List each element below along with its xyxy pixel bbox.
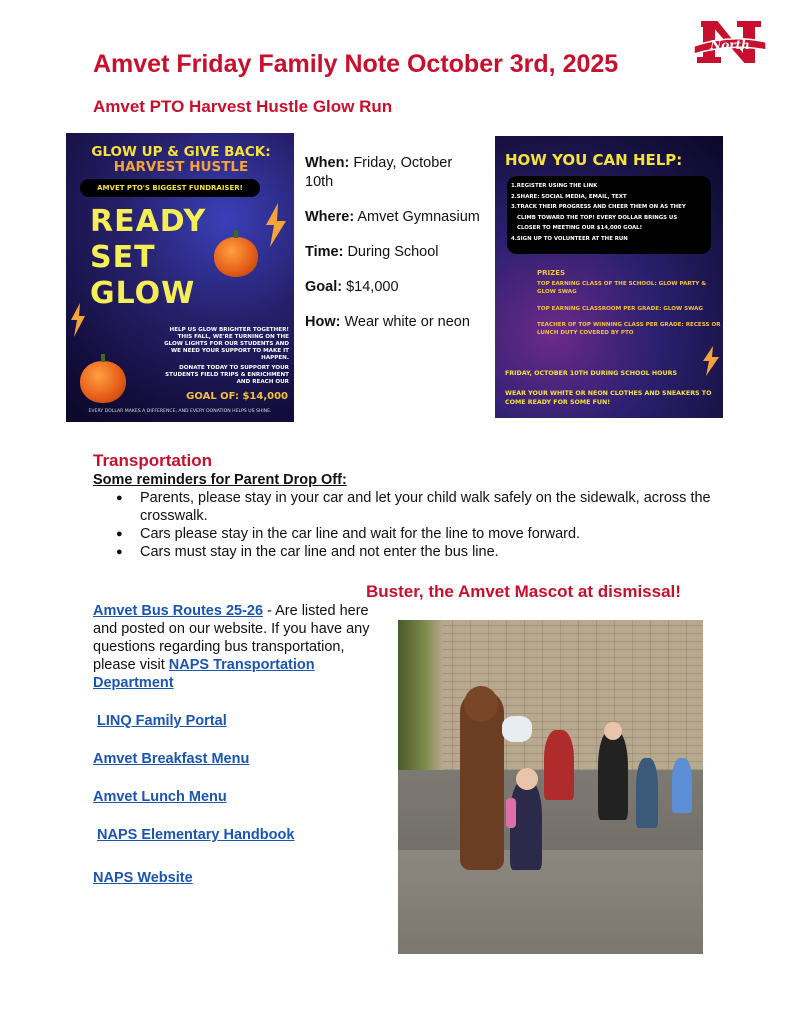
list-item: ● Cars please stay in the car line and wait for the line to move forward. — [116, 525, 716, 543]
list-item: ● Cars must stay in the car line and not enter the bus line. — [116, 543, 716, 561]
flyer-donate-text: DONATE TODAY TO SUPPORT YOUR STUDENTS FIELD TRIPS & ENRICHMENT AND REACH OUR — [165, 365, 289, 385]
detail-how: How: Wear white or neon — [305, 314, 470, 330]
lightning-bolt-icon — [701, 346, 721, 376]
backpack-strap — [506, 798, 516, 828]
detail-time: Time: During School — [305, 244, 439, 260]
flyer2-prize-3: TEACHER OF TOP WINNING CLASS PER GRADE: RECESS OR LUNCH DUTY COVERED BY PTO — [537, 322, 721, 336]
flyer2-wear: WEAR YOUR WHITE OR NEON CLOTHES AND SNEAKERS TO COME READY FOR SOME FUN! — [505, 390, 712, 406]
person-head — [604, 722, 622, 740]
child-head — [516, 768, 538, 790]
flyer2-prize-2: TOP EARNING CLASSROOM PER GRADE: GLOW SWAG — [537, 306, 703, 312]
how-you-can-help-flyer — [495, 136, 723, 418]
lightning-bolt-icon — [264, 203, 288, 247]
mascot-photo — [398, 620, 703, 954]
flyer-big-ready: READY — [90, 204, 207, 239]
flyer-big-glow: GLOW — [90, 276, 196, 311]
person-figure — [636, 758, 658, 828]
section-subtitle: Amvet PTO Harvest Hustle Glow Run — [93, 97, 393, 116]
pumpkin-icon — [214, 237, 258, 277]
flyer2-prizes-title: PRIZES — [537, 269, 566, 277]
flyer-headline-2: HARVEST HUSTLE — [113, 159, 249, 175]
flyer2-date: FRIDAY, OCTOBER 10TH DURING SCHOOL HOURS — [505, 370, 677, 377]
breakfast-menu-link[interactable]: Amvet Breakfast Menu — [93, 751, 250, 767]
pumpkin-icon — [80, 361, 126, 403]
flyer2-steps: 1.REGISTER USING THE LINK 2.SHARE: SOCIAL MEDIA, EMAIL, TEXT 3.TRACK THEIR PROGRESS AND CHEER THEM ON AS THEY CLIMB TOWARD THE TOP! EVERY DOLLAR BRINGS US CLOSER TO MEETING OUR $14,000 GOAL! 4.SIGN UP TO VOLUNTEER AT THE RUN — [511, 183, 686, 242]
flyer-footer: EVERY DOLLAR MAKES A DIFFERENCE, AND EVERY DONATION HELPS US SHINE. — [88, 409, 272, 414]
lightning-bolt-icon — [70, 303, 86, 337]
naps-website-link[interactable]: NAPS Website — [93, 870, 193, 886]
flyer-big-set: SET — [90, 240, 156, 275]
mascot-caption: Buster, the Amvet Mascot at dismissal! — [366, 582, 681, 601]
pumpkin-stem-icon — [101, 354, 105, 362]
glow-run-flyer — [66, 133, 294, 422]
person-figure — [598, 730, 628, 820]
lunch-menu-link[interactable]: Amvet Lunch Menu — [93, 789, 227, 805]
list-item: ● Parents, please stay in your car and let your child walk safely on the sidewalk, across the crosswalk. — [116, 489, 716, 525]
school-logo — [692, 16, 768, 68]
flyer2-prize-1: TOP EARNING CLASS OF THE SCHOOL: GLOW PARTY & GLOW SWAG — [537, 281, 707, 295]
logo-text: North — [710, 38, 750, 52]
detail-when: When: Friday, October 10th — [305, 155, 453, 190]
flyer-headline: GLOW UP & GIVE BACK: — [91, 144, 271, 160]
pumpkin-stem-icon — [234, 230, 238, 238]
naps-transportation-link[interactable]: NAPS Transportation Department — [93, 657, 315, 691]
page-title: Amvet Friday Family Note October 3rd, 2025 — [93, 50, 619, 78]
event-details — [305, 154, 480, 348]
transportation-heading: Transportation — [93, 451, 213, 470]
drop-off-reminders — [116, 489, 716, 561]
bus-routes-text: - Are listed here and posted on our website. If you have any questions regarding bus transportation, please visit — [93, 603, 370, 673]
person-figure — [544, 730, 574, 800]
trees — [398, 620, 443, 780]
person-figure — [672, 758, 692, 813]
linq-family-portal-link[interactable]: LINQ Family Portal — [97, 713, 227, 729]
transportation-subheading: Some reminders for Parent Drop Off: — [93, 472, 347, 488]
flyer2-heading: HOW YOU CAN HELP: — [505, 151, 683, 169]
flyer-help-text: HELP US GLOW BRIGHTER TOGETHER! THIS FALL, WE'RE TURNING ON THE GLOW LIGHTS FOR OUR STUDENTS AND WE NEED YOUR SUPPORT TO MAKE IT HAPPEN. — [164, 327, 289, 361]
detail-goal: Goal: $14,000 — [305, 279, 399, 295]
mascot-head — [464, 686, 498, 722]
detail-where: Where: Amvet Gymnasium — [305, 209, 480, 225]
flyer-goal: GOAL OF: $14,000 — [186, 391, 288, 402]
elementary-handbook-link[interactable]: NAPS Elementary Handbook — [97, 827, 295, 843]
flyer-pill: AMVET PTO'S BIGGEST FUNDRAISER! — [80, 179, 260, 197]
mascot-glove — [502, 716, 532, 742]
bus-routes-paragraph — [93, 602, 383, 692]
bus-routes-link[interactable]: Amvet Bus Routes 25-26 — [93, 603, 264, 619]
